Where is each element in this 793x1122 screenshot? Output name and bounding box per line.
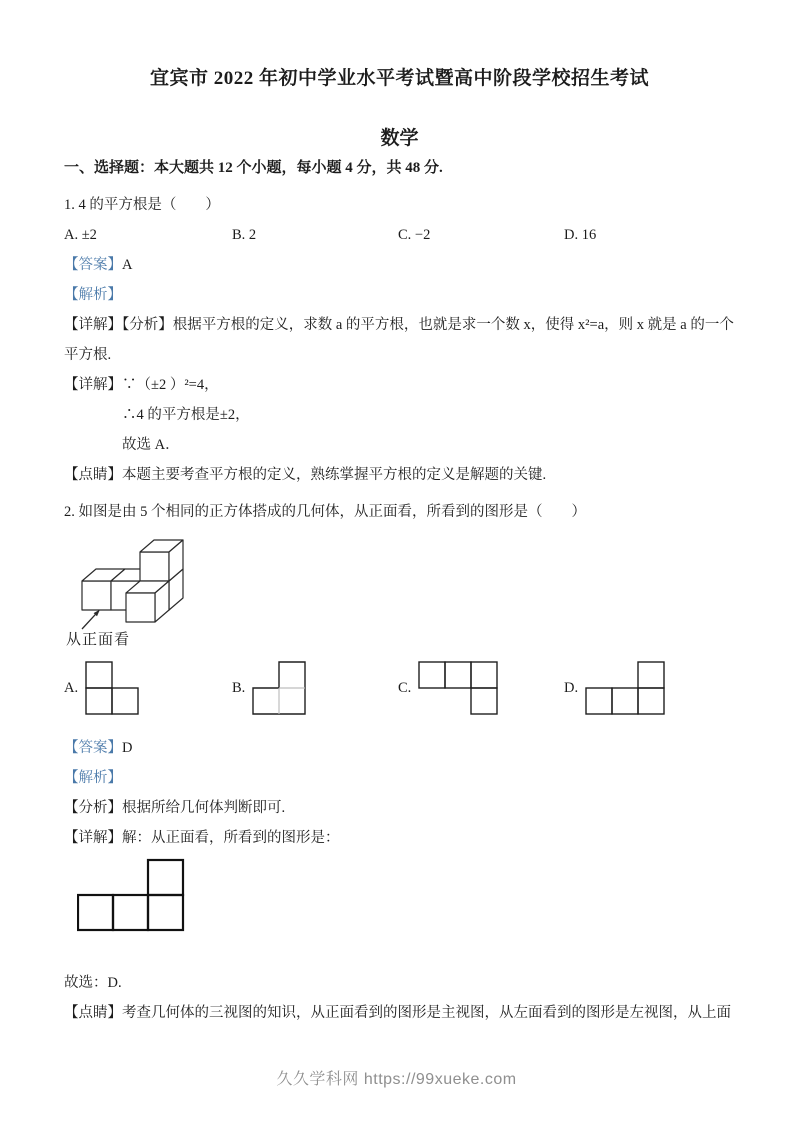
answer-tag: 【答案】 bbox=[64, 740, 122, 756]
q1-answer-line bbox=[64, 256, 735, 275]
q2-option-d bbox=[564, 661, 735, 715]
front-view-shape bbox=[77, 858, 187, 932]
q2-figure-label: 从正面看 bbox=[66, 632, 131, 648]
exam-subject: 数学 bbox=[380, 128, 419, 149]
section-heading: 一、选择题：本大题共 12 个小题，每小题 4 分，共 48 分. bbox=[64, 160, 443, 176]
option-b-shape bbox=[252, 661, 306, 715]
q1-detail-line-1: 【详解】【分析】根据平方根的定义，求数 a 的平方根，也就是求一个数 x，使得 x²=a，则 x 就是 a 的一个 bbox=[64, 317, 734, 333]
q2-stem: 2. 如图是由 5 个相同的正方体搭成的几何体，从正面看，所看到的图形是（ ） bbox=[64, 504, 586, 520]
exam-title: 宜宾市 2022 年初中学业水平考试暨高中阶段学校招生考试 bbox=[149, 68, 649, 89]
q1-answer-value: A bbox=[122, 257, 133, 273]
option-a-shape bbox=[85, 661, 139, 715]
footer-text: 久久学科网 https://99xueke.com bbox=[276, 1071, 517, 1088]
jiexi-tag: 【解析】 bbox=[64, 770, 122, 786]
q1-jiexi-line bbox=[64, 286, 735, 305]
q1-option-b: B. 2 bbox=[232, 227, 257, 243]
q1-option-a: A. ±2 bbox=[64, 227, 97, 243]
q1-note: 【点睛】本题主要考查平方根的定义，熟练掌握平方根的定义是解题的关键. bbox=[64, 467, 547, 483]
q1-option-d: D. 16 bbox=[564, 227, 597, 243]
q2-option-b bbox=[232, 661, 398, 715]
q2-option-a bbox=[64, 661, 232, 715]
answer-tag: 【答案】 bbox=[64, 257, 122, 273]
q2-option-a-label: A. bbox=[64, 679, 79, 696]
q1-option-c: C. −2 bbox=[398, 227, 431, 243]
q2-option-c bbox=[398, 661, 564, 715]
view-direction-arrow bbox=[82, 610, 100, 630]
q1-detail-line-5: 故选 A． bbox=[122, 437, 180, 453]
q2-option-b-label: B. bbox=[232, 679, 246, 696]
q2-option-d-label: D. bbox=[564, 679, 579, 696]
q2-jiexi-line bbox=[64, 769, 735, 788]
q2-figure-block bbox=[64, 530, 735, 649]
cube-assembly-figure bbox=[64, 530, 192, 632]
q2-detail: 【详解】解：从正面看，所看到的图形是： bbox=[64, 830, 340, 846]
q1-detail-line-4: ∴4 的平方根是±2， bbox=[122, 407, 250, 423]
q1-stem: 1. 4 的平方根是（ ） bbox=[64, 197, 220, 213]
q1-detail-line-2: 平方根. bbox=[64, 347, 112, 363]
q2-answer-value: D bbox=[122, 740, 133, 756]
option-c-shape bbox=[418, 661, 499, 715]
q1-detail-line-3: 【详解】∵（±2 ）²=4， bbox=[64, 377, 219, 393]
option-d-shape bbox=[585, 661, 666, 715]
jiexi-tag: 【解析】 bbox=[64, 287, 122, 303]
q2-option-c-label: C. bbox=[398, 679, 412, 696]
q2-answer-line bbox=[64, 739, 735, 758]
q1-options-row bbox=[64, 226, 735, 245]
q2-front-view-figure bbox=[77, 858, 735, 932]
q2-options-row bbox=[64, 661, 735, 715]
q2-note: 【点睛】考查几何体的三视图的知识，从正面看到的图形是主视图，从左面看到的图形是左视图，从上面 bbox=[64, 1005, 731, 1021]
q2-analysis: 【分析】根据所给几何体判断即可. bbox=[64, 800, 286, 816]
q2-conclusion: 故选：D. bbox=[64, 975, 122, 991]
